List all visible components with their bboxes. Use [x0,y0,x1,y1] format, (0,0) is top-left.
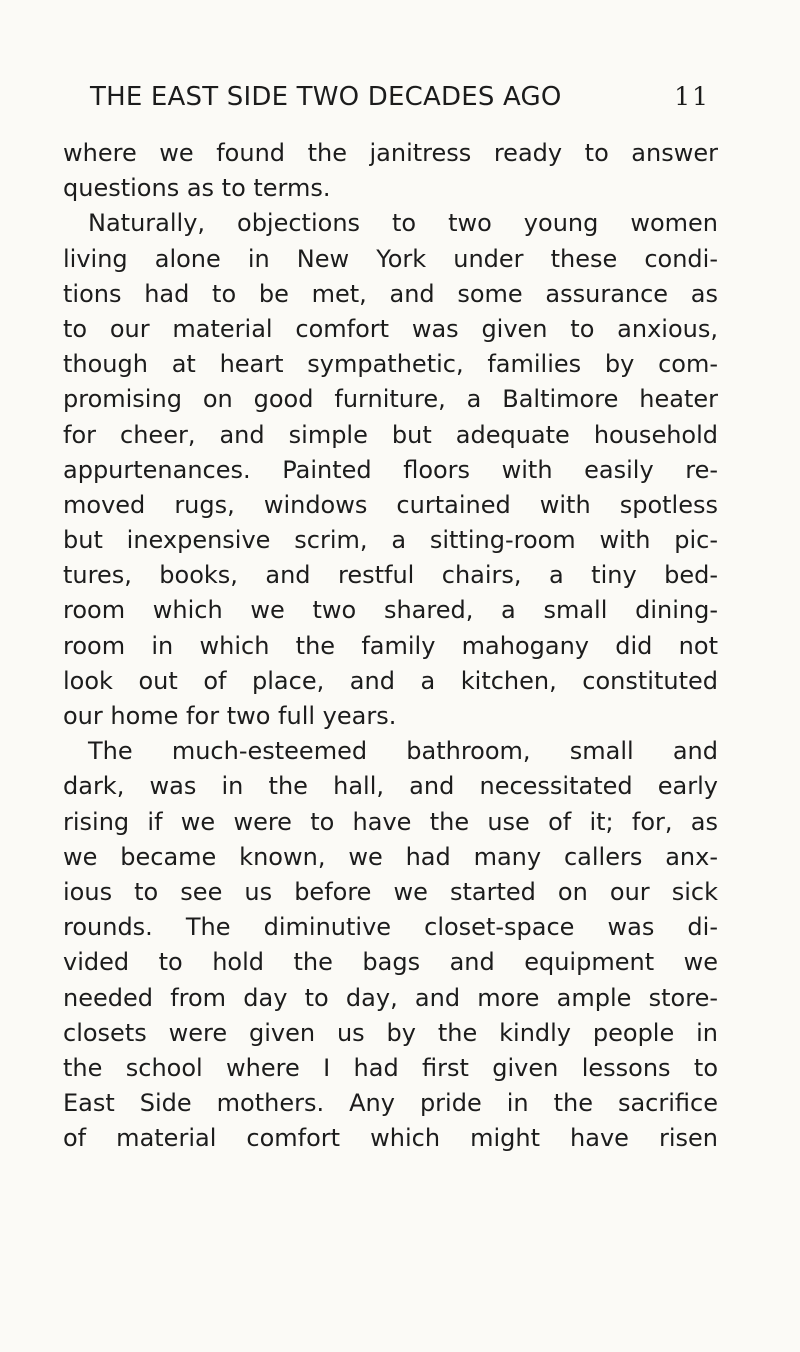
text-line: questions as to terms. [63,174,331,203]
text-line: rounds. The diminutive closet-space was di- [63,913,718,942]
text-line: closets were given us by the kindly people in [63,1018,718,1047]
text-line: living alone in New York under these condi- [63,244,718,273]
text-line: room which we two shared, a small dining- [63,596,718,625]
paragraph-first-line: The much-esteemed bathroom, small and [88,737,718,766]
text-line: dark, was in the hall, and necessitated early [63,772,718,801]
text-line: our home for two full years. [63,702,397,730]
text-line: vided to hold the bags and equipment we [63,948,718,977]
page-number: 11 [674,82,710,111]
text-line: appurtenances. Painted floors with easily re- [63,455,718,484]
text-line: room in which the family mahogany did not [63,631,718,660]
text-line: look out of place, and a kitchen, constituted [63,666,718,695]
text-line: for cheer, and simple but adequate household [63,420,718,449]
text-line: moved rugs, windows curtained with spotless [63,490,718,519]
text-line: the school where I had first given lessons to [63,1053,718,1082]
body-text [63,136,718,1156]
text-line: of material comfort which might have risen [63,1124,718,1153]
text-line: rising if we were to have the use of it; for, as [63,807,718,836]
text-line: needed from day to day, and more ample store- [63,983,718,1012]
text-line: tures, books, and restful chairs, a tiny bed- [63,561,718,590]
text-line: we became known, we had many callers anx- [63,842,718,871]
running-title: THE EAST SIDE TWO DECADES AGO [90,82,562,112]
text-line: to our material comfort was given to anxious, [63,314,718,343]
running-head [90,82,710,122]
paragraph-first-line: Naturally, objections to two young women [88,209,718,238]
text-line: but inexpensive scrim, a sitting-room with pic- [63,526,718,555]
text-line: ious to see us before we started on our sick [63,877,718,906]
text-line: tions had to be met, and some assurance as [63,279,718,308]
text-line: where we found the janitress ready to answer [63,139,718,167]
text-line: promising on good furniture, a Baltimore heater [63,385,718,414]
text-line: though at heart sympathetic, families by com- [63,350,718,379]
text-line: East Side mothers. Any pride in the sacrifice [63,1089,718,1118]
